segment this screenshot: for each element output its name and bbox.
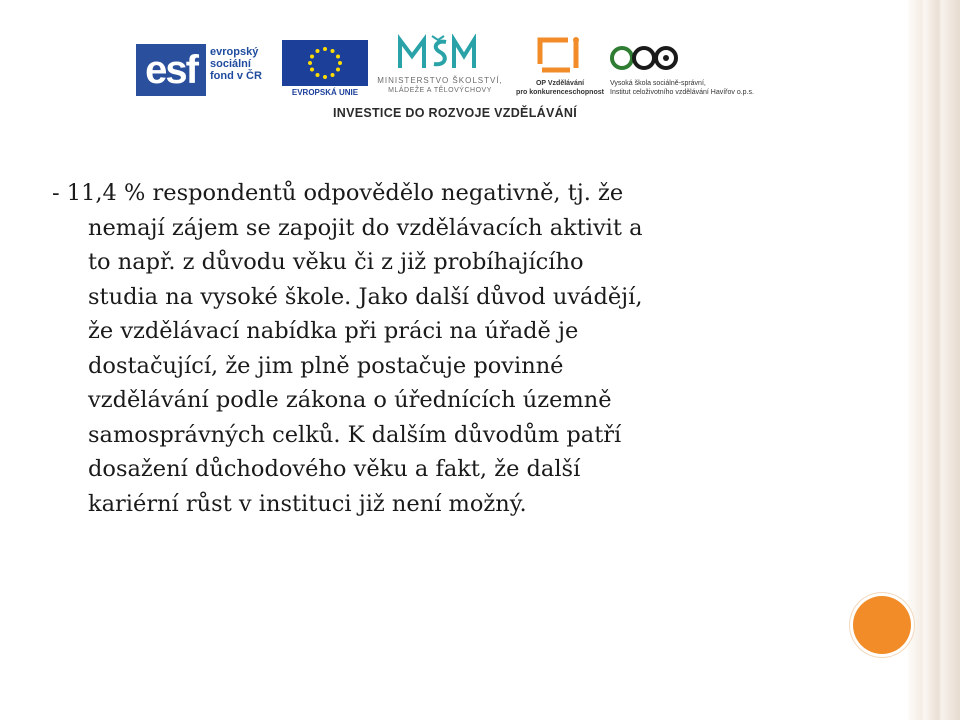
text-line: dosažení důchodového věku a fakt, že další xyxy=(88,456,581,482)
msmt-mark-icon xyxy=(396,34,476,70)
slide-body-text xyxy=(52,176,812,521)
text-line: kariérní růst v instituci již není možný. xyxy=(88,490,527,517)
esf-logo xyxy=(136,42,272,100)
eu-logo-label: EVROPSKÁ UNIE xyxy=(291,88,359,97)
school-logo-line2: Institut celoživotního vzdělávání Havířov o.p.s. xyxy=(610,89,754,96)
decorative-side-stripe xyxy=(908,0,960,720)
text-line: nemají zájem se zapojit do vzdělávacích aktivit a xyxy=(88,214,643,241)
msmt-logo xyxy=(366,34,514,98)
op-vk-mark-icon xyxy=(532,36,584,76)
school-mark-icon xyxy=(610,40,690,76)
esf-logo-line: evropský xyxy=(210,46,259,58)
esf-logo-line: sociální xyxy=(210,58,251,70)
esf-logo-word: esf xyxy=(136,44,206,96)
msmt-logo-line2: MLÁDEŽE A TĚLOVÝCHOVY xyxy=(388,87,492,94)
logo-strip xyxy=(130,34,790,126)
eu-flag-icon xyxy=(282,40,368,86)
school-logo xyxy=(610,40,790,100)
school-logo-line1: Vysoká škola sociálně-správní, xyxy=(610,80,706,87)
op-vk-logo-line1: OP Vzdělávání xyxy=(535,80,585,87)
op-vk-logo-line2: pro konkurenceschopnost xyxy=(516,89,604,96)
text-line: samosprávných celků. K dalším důvodům patří xyxy=(88,421,622,448)
text-line: studia na vysoké škole. Jako další důvod uvádějí, xyxy=(88,283,643,310)
text-line: to např. z důvodu věku či z již probíhajícího xyxy=(88,249,584,275)
text-line: dostačující, že jim plně postačuje povinné xyxy=(88,352,564,379)
eu-logo xyxy=(282,40,368,98)
investice-tagline: INVESTICE DO ROZVOJE VZDĚLÁVÁNÍ xyxy=(332,106,578,120)
text-line: že vzdělávací nabídka při práci na úřadě je xyxy=(88,318,579,344)
text-line: - 11,4 % respondentů odpovědělo negativně, tj. že xyxy=(52,180,624,206)
text-line: vzdělávání podle zákona o úřednících územně xyxy=(88,387,612,413)
op-vk-logo xyxy=(510,36,610,100)
msmt-logo-line1: MINISTERSTVO ŠKOLSTVÍ, xyxy=(377,76,503,85)
esf-logo-line: fond v ČR xyxy=(210,70,262,82)
orange-circle-decoration xyxy=(853,596,911,654)
esf-logo-text xyxy=(210,46,274,82)
